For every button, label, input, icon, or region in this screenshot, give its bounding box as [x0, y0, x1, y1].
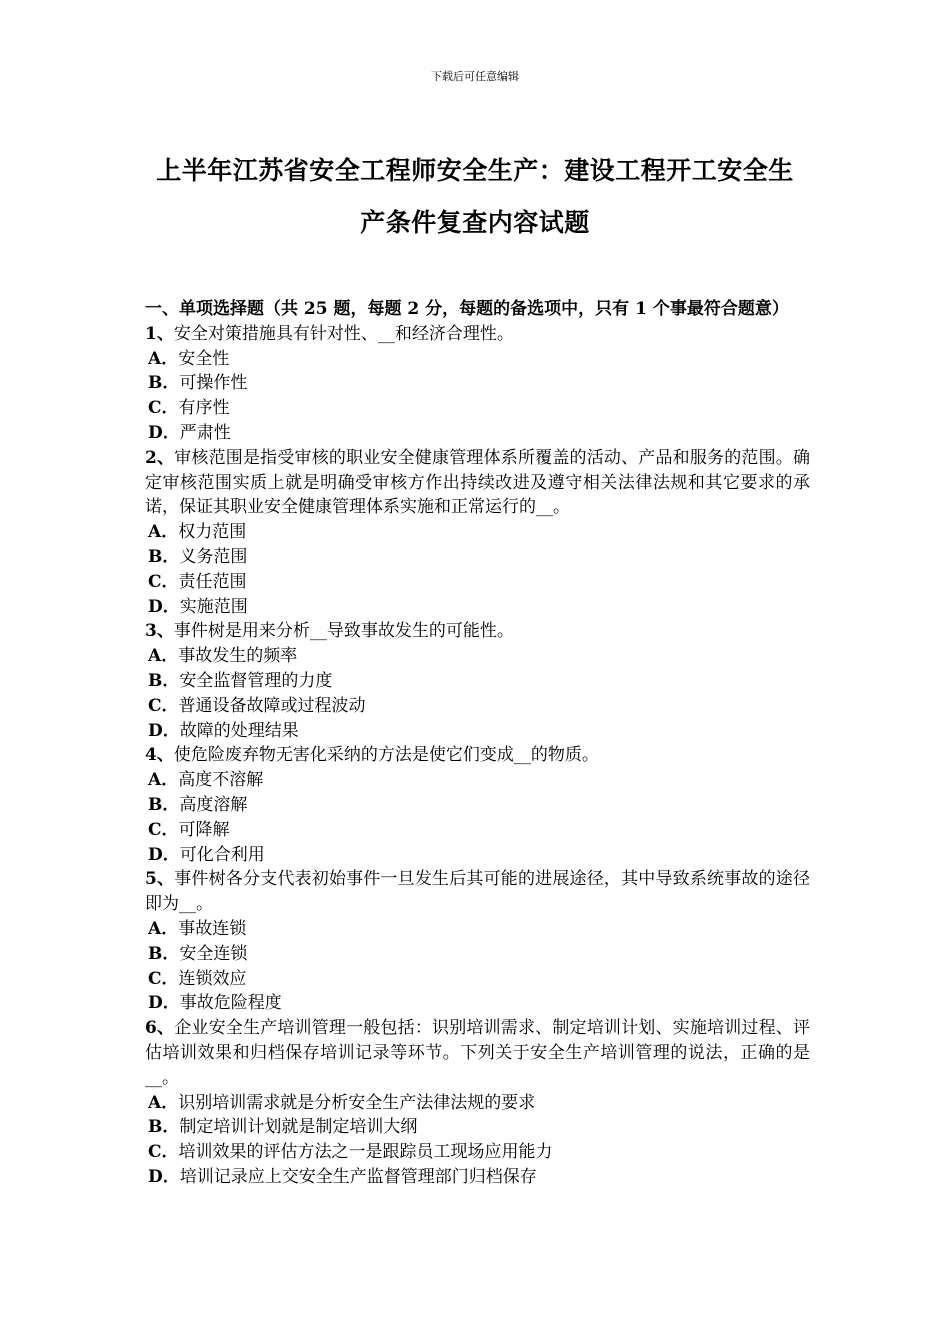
question-stem [145, 322, 810, 347]
option-letter: D． [148, 720, 180, 741]
option-letter: C． [148, 819, 179, 840]
question-stem [145, 446, 810, 520]
option-text: 安全连锁 [179, 943, 248, 964]
option-letter: D． [148, 1166, 180, 1187]
option-text: 故障的处理结果 [179, 720, 299, 741]
question-text: 安全对策措施具有针对性、__和经济合理性。 [173, 323, 514, 344]
question-text: 企业安全生产培训管理一般包括：识别培训需求、制定培训计划、实施培训过程、评估培训效果和归档保存培训记录等环节。下列关于安全生产培训管理的说法，正确的是__。 [145, 1018, 810, 1088]
option-text: 可操作性 [179, 373, 248, 394]
option-b [145, 1115, 810, 1140]
option-c [145, 396, 810, 421]
option-text: 权力范围 [178, 522, 247, 543]
question-3 [145, 619, 810, 743]
option-text: 责任范围 [178, 571, 247, 592]
question-stem [145, 867, 810, 917]
exam-content [145, 297, 810, 1190]
option-d [145, 991, 810, 1016]
question-text: 事件树是用来分析__导致事故发生的可能性。 [173, 621, 514, 642]
option-c [145, 1140, 810, 1165]
header-note: 下载后可任意编辑 [431, 70, 519, 83]
option-c [145, 570, 810, 595]
option-text: 普通设备故障或过程波动 [178, 695, 366, 716]
option-letter: A． [148, 646, 179, 667]
option-text: 安全性 [178, 348, 230, 369]
question-1 [145, 322, 810, 446]
question-text: 事件树各分支代表初始事件一旦发生后其可能的进展途径，其中导致系统事故的途径即为__。 [145, 869, 810, 915]
document-title [140, 145, 810, 249]
option-letter: B． [148, 546, 180, 567]
option-d [145, 421, 810, 446]
option-letter: C． [148, 695, 179, 716]
option-letter: A． [148, 348, 179, 369]
option-text: 高度不溶解 [178, 770, 264, 791]
option-text: 可化合利用 [179, 844, 265, 865]
option-a [145, 520, 810, 545]
question-stem [145, 1016, 810, 1090]
option-c [145, 967, 810, 992]
title-line-2: 产条件复查内容试题 [360, 208, 590, 237]
option-a [145, 347, 810, 372]
option-text: 识别培训需求就是分析安全生产法律法规的要求 [178, 1092, 536, 1113]
option-d [145, 1165, 810, 1190]
option-text: 培训效果的评估方法之一是跟踪员工现场应用能力 [178, 1142, 553, 1163]
option-d [145, 843, 810, 868]
option-letter: D． [148, 993, 180, 1014]
option-c [145, 818, 810, 843]
option-text: 可降解 [178, 819, 230, 840]
option-a [145, 644, 810, 669]
option-text: 义务范围 [179, 546, 248, 567]
option-b [145, 942, 810, 967]
option-c [145, 694, 810, 719]
option-letter: C． [148, 398, 179, 419]
option-letter: B． [148, 373, 180, 394]
option-text: 事故危险程度 [179, 993, 282, 1014]
title-line-1: 上半年江苏省安全工程师安全生产：建设工程开工安全生 [156, 156, 794, 185]
option-letter: C． [148, 1142, 179, 1163]
question-text: 审核范围是指受审核的职业安全健康管理体系所覆盖的活动、产品和服务的范围。确定审核范围实质上就是明确受审核方作出持续改进及遵守相关法律法规和其它要求的承诺，保证其职业安全健康管理体系实施和正常运行的__。 [145, 447, 810, 518]
question-6 [145, 1016, 810, 1190]
option-b [145, 793, 810, 818]
question-number: 5、 [145, 869, 175, 890]
question-number: 2、 [145, 447, 175, 468]
option-letter: C． [148, 571, 179, 592]
option-a [145, 1091, 810, 1116]
option-b [145, 371, 810, 396]
question-2 [145, 446, 810, 620]
option-letter: A． [148, 522, 179, 543]
option-text: 安全监督管理的力度 [179, 670, 333, 691]
option-letter: B． [148, 670, 180, 691]
question-text: 使危险废弃物无害化采纳的方法是使它们变成__的物质。 [173, 745, 599, 766]
option-letter: C． [148, 968, 179, 989]
option-letter: D． [148, 844, 180, 865]
option-text: 连锁效应 [178, 968, 247, 989]
option-letter: A． [148, 1092, 179, 1113]
option-text: 实施范围 [179, 596, 248, 617]
question-number: 3、 [145, 621, 174, 642]
option-letter: D． [148, 422, 180, 443]
option-letter: B． [148, 1117, 180, 1138]
option-d [145, 719, 810, 744]
question-stem [145, 743, 810, 768]
option-a [145, 768, 810, 793]
question-number: 1、 [145, 323, 174, 344]
option-b [145, 545, 810, 570]
option-letter: B． [148, 943, 180, 964]
option-letter: A． [148, 918, 179, 939]
option-d [145, 595, 810, 620]
option-b [145, 669, 810, 694]
option-letter: B． [148, 794, 180, 815]
option-letter: D． [148, 596, 180, 617]
option-a [145, 917, 810, 942]
option-text: 培训记录应上交安全生产监督管理部门归档保存 [179, 1166, 537, 1187]
question-number: 4、 [145, 745, 174, 766]
option-text: 高度溶解 [179, 794, 248, 815]
question-5 [145, 867, 810, 1016]
option-text: 事故连锁 [178, 918, 247, 939]
option-text: 有序性 [178, 398, 230, 419]
question-4 [145, 743, 810, 867]
option-text: 事故发生的频率 [178, 646, 298, 667]
option-text: 制定培训计划就是制定培训大纲 [179, 1117, 418, 1138]
option-text: 严肃性 [179, 422, 231, 443]
question-number: 6、 [145, 1018, 175, 1039]
section-heading: 一、单项选择题（共 25 题，每题 2 分，每题的备选项中，只有 1 个事最符合题意） [145, 299, 789, 319]
question-stem [145, 619, 810, 644]
option-letter: A． [148, 770, 179, 791]
